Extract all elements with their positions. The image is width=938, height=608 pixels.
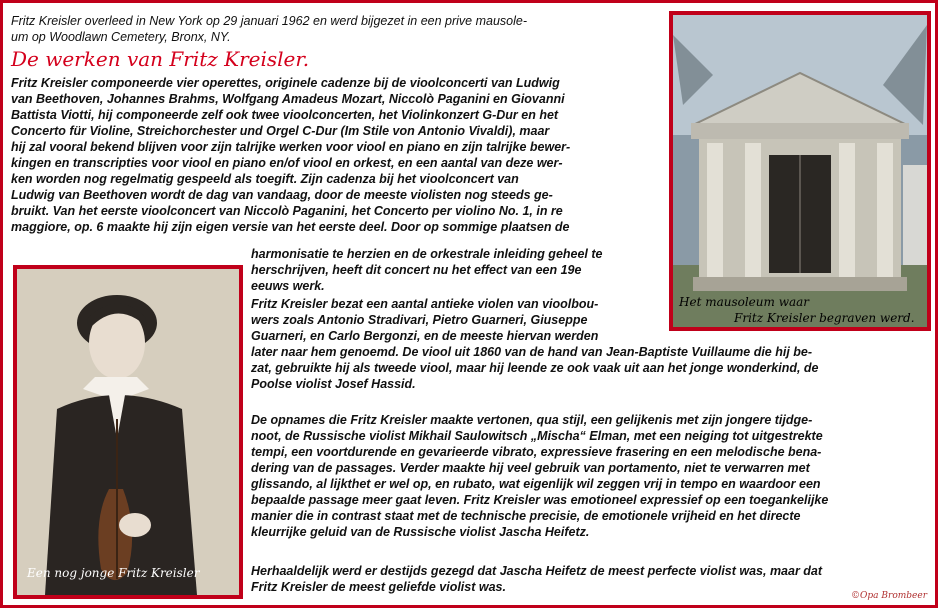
body-line: maggiore, op. 6 maakte hij zijn eigen versie van het eerste deel. Door op sommige plaatsen de bbox=[11, 220, 570, 234]
body-line: herschrijven, heeft dit concert nu het effect van een 19e bbox=[251, 263, 582, 277]
body-line: noot, de Russische violist Mikhail Saulowitsch „Mischa“ Elman, met een neiging tot uitgestrekte bbox=[251, 429, 823, 443]
body-line: dering van de passages. Verder maakte hij veel gebruik van portamento, niet te verwarren met bbox=[251, 461, 810, 475]
body-line: eeuws werk. bbox=[251, 279, 325, 293]
body-line: De opnames die Fritz Kreisler maakte vertonen, qua stijl, een gelijkenis met zijn jongere tijdge- bbox=[251, 413, 813, 427]
section-title: De werken van Fritz Kreisler. bbox=[11, 47, 310, 71]
body-line: tempi, een voortdurende en gevarieerde vibrato, expressieve frasering en een melodische bena- bbox=[251, 445, 822, 459]
body-line: Fritz Kreisler bezat een aantal antieke violen van vioolbou- bbox=[251, 297, 599, 311]
mausoleum-caption-2: Fritz Kreisler begraven werd. bbox=[734, 311, 915, 325]
body-line: kleurrijke geluid van de Russische violist Jascha Heifetz. bbox=[251, 525, 590, 539]
body-line: hij zal vooral bekend blijven voor zijn talrijke werken voor viool en piano en zijn talrijke bewer- bbox=[11, 140, 571, 154]
body-line: Fritz Kreisler de meest geliefde violist was. bbox=[251, 580, 506, 594]
body-line: later naar hem genoemd. De viool uit 1860 van de hand van Jean-Baptiste Vuillaume die hij be- bbox=[251, 345, 813, 359]
body-line: kingen en transcripties voor viool en piano en/of viool en orkest, en een aantal van deze wer- bbox=[11, 156, 563, 170]
body-line: bruikt. Van het eerste vioolconcert van Niccolò Paganini, het Concerto per violino No. 1, in re bbox=[11, 204, 563, 218]
body-line: zat, gebruikte hij als tweede viool, maar hij leende ze ook vaak uit aan het jonge wonderkind, de bbox=[251, 361, 819, 375]
body-line: Concerto für Violine, Streichorchester und Orgel C-Dur (Im Stile von Antonio Vivaldi), maar bbox=[11, 124, 550, 138]
body-line: Ludwig van Beethoven wordt de dag van vandaag, door de meeste violisten nog steeds ge- bbox=[11, 188, 553, 202]
body-line: bepaalde passage meer gaat leven. Fritz Kreisler was emotioneel expressief op een toegankelijke bbox=[251, 493, 829, 507]
body-line: manier die in contrast staat met de technische precisie, de emotionele vrijheid en het directe bbox=[251, 509, 801, 523]
portrait-image bbox=[17, 269, 239, 595]
body-line: glissando, al lijkthet er wel op, en rubato, wat eigenlijk wil zeggen vrij in tempo en waardoor een bbox=[251, 477, 821, 491]
body-line: ken worden nog regelmatig gespeeld als toegift. Zijn cadenza bij het vioolconcert van bbox=[11, 172, 519, 186]
intro-line-2: um op Woodlawn Cemetery, Bronx, NY. bbox=[11, 30, 231, 44]
portrait-caption: Een nog jonge Fritz Kreisler bbox=[27, 566, 200, 580]
body-line: Herhaaldelijk werd er destijds gezegd dat Jascha Heifetz de meest perfecte violist was, maar dat bbox=[251, 564, 823, 578]
body-line: Guarneri, en Carlo Bergonzi, en de meeste hiervan werden bbox=[251, 329, 599, 343]
portrait-photo bbox=[13, 265, 243, 599]
mausoleum-caption-1: Het mausoleum waar bbox=[679, 295, 810, 309]
credit-watermark: ©Opa Brombeer bbox=[851, 591, 927, 601]
body-line: Battista Viotti, hij componeerde zelf ook twee vioolconcerten, het Violinkonzert G-Dur en het bbox=[11, 108, 559, 122]
body-line: Fritz Kreisler componeerde vier operettes, originele cadenze bij de vioolconcerti van Ludwig bbox=[11, 76, 560, 90]
body-line: van Beethoven, Johannes Brahms, Wolfgang Amadeus Mozart, Niccolò Paganini en Giovanni bbox=[11, 92, 565, 106]
body-line: wers zoals Antonio Stradivari, Pietro Guarneri, Giuseppe bbox=[251, 313, 588, 327]
mausoleum-photo bbox=[669, 11, 931, 331]
mausoleum-image bbox=[673, 15, 927, 327]
body-line: harmonisatie te herzien en de orkestrale inleiding geheel te bbox=[251, 247, 603, 261]
body-line: Poolse violist Josef Hassid. bbox=[251, 377, 416, 391]
intro-line-1: Fritz Kreisler overleed in New York op 29 januari 1962 en werd bijgezet in een prive mausole- bbox=[11, 14, 528, 28]
